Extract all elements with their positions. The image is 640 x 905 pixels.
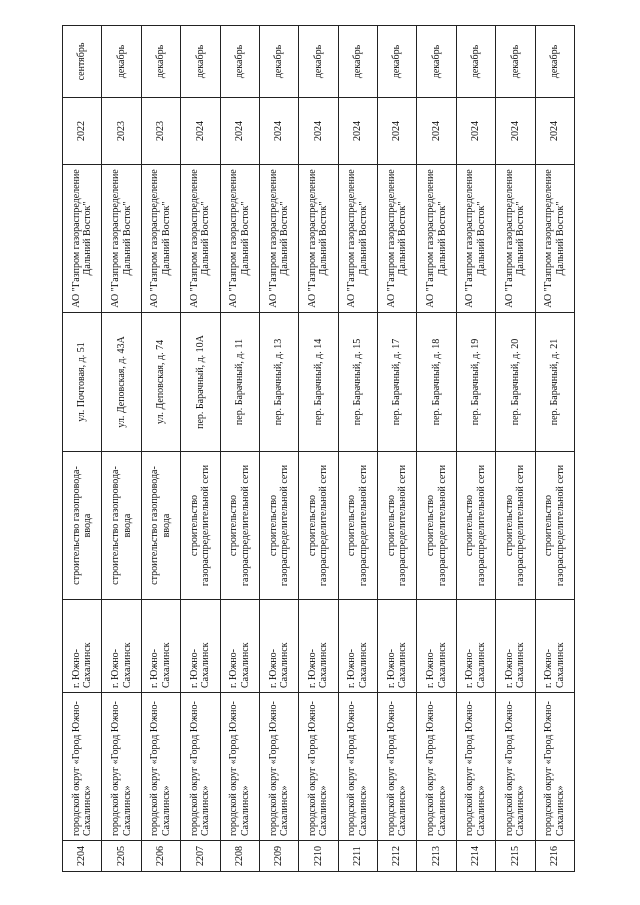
- organization-cell: АО "Газпром газораспределение Дальний Восток": [338, 165, 377, 313]
- address-cell: ул. Деповская, д. 43А: [102, 313, 141, 452]
- year-cell: 2024: [181, 98, 220, 165]
- work-type-cell: строительство газораспределительной сети: [299, 452, 338, 600]
- work-type-cell: строительство газораспределительной сети: [181, 452, 220, 600]
- settlement-cell: г. Южно-Сахалинск: [102, 600, 141, 693]
- settlement-cell: г. Южно-Сахалинск: [417, 600, 456, 693]
- table-row: [417, 26, 456, 872]
- settlement-cell: г. Южно-Сахалинск: [220, 600, 259, 693]
- address-cell: пер. Барачный, д. 20: [496, 313, 535, 452]
- year-cell: 2024: [259, 98, 298, 165]
- row-number: 2212: [378, 841, 417, 872]
- organization-cell: АО "Газпром газораспределение Дальний Восток": [496, 165, 535, 313]
- municipality-cell: городской округ «Город Южно-Сахалинск»: [496, 693, 535, 841]
- work-type-cell: строительство газораспределительной сети: [496, 452, 535, 600]
- table-row: [299, 26, 338, 872]
- settlement-cell: г. Южно-Сахалинск: [181, 600, 220, 693]
- month-cell: декабрь: [181, 26, 220, 98]
- settlement-cell: г. Южно-Сахалинск: [299, 600, 338, 693]
- row-number: 2206: [141, 841, 180, 872]
- municipality-cell: городской округ «Город Южно-Сахалинск»: [299, 693, 338, 841]
- work-type-cell: строительство газораспределительной сети: [417, 452, 456, 600]
- table-row: [496, 26, 535, 872]
- table-row: [220, 26, 259, 872]
- table-row: [259, 26, 298, 872]
- address-cell: пер. Барачный, д. 17: [378, 313, 417, 452]
- row-number: 2208: [220, 841, 259, 872]
- organization-cell: АО "Газпром газораспределение Дальний Восток": [102, 165, 141, 313]
- organization-cell: АО "Газпром газораспределение Дальний Восток": [378, 165, 417, 313]
- settlement-cell: г. Южно-Сахалинск: [338, 600, 377, 693]
- work-type-cell: строительство газораспределительной сети: [338, 452, 377, 600]
- municipality-cell: городской округ «Город Южно-Сахалинск»: [338, 693, 377, 841]
- table-row: [181, 26, 220, 872]
- year-cell: 2023: [102, 98, 141, 165]
- table-row: [102, 26, 141, 872]
- address-cell: пер. Барачный, д. 15: [338, 313, 377, 452]
- year-cell: 2024: [496, 98, 535, 165]
- settlement-cell: г. Южно-Сахалинск: [63, 600, 102, 693]
- settlement-cell: г. Южно-Сахалинск: [259, 600, 298, 693]
- year-cell: 2022: [63, 98, 102, 165]
- organization-cell: АО "Газпром газораспределение Дальний Восток": [456, 165, 495, 313]
- row-number: 2209: [259, 841, 298, 872]
- municipality-cell: городской округ «Город Южно-Сахалинск»: [102, 693, 141, 841]
- row-number: 2205: [102, 841, 141, 872]
- month-cell: декабрь: [535, 26, 575, 98]
- address-cell: пер. Барачный, д. 11: [220, 313, 259, 452]
- municipality-cell: городской округ «Город Южно-Сахалинск»: [259, 693, 298, 841]
- month-cell: декабрь: [299, 26, 338, 98]
- month-cell: декабрь: [102, 26, 141, 98]
- row-number: 2213: [417, 841, 456, 872]
- row-number: 2214: [456, 841, 495, 872]
- month-cell: декабрь: [456, 26, 495, 98]
- table-row: [63, 26, 102, 872]
- address-cell: пер. Барачный, д. 18: [417, 313, 456, 452]
- organization-cell: АО "Газпром газораспределение Дальний Восток": [181, 165, 220, 313]
- month-cell: декабрь: [496, 26, 535, 98]
- work-type-cell: строительство газораспределительной сети: [456, 452, 495, 600]
- row-number: 2204: [63, 841, 102, 872]
- year-cell: 2024: [338, 98, 377, 165]
- organization-cell: АО "Газпром газораспределение Дальний Восток": [417, 165, 456, 313]
- settlement-cell: г. Южно-Сахалинск: [378, 600, 417, 693]
- row-number: 2211: [338, 841, 377, 872]
- month-cell: декабрь: [338, 26, 377, 98]
- address-cell: пер. Барачный, д. 10А: [181, 313, 220, 452]
- month-cell: декабрь: [259, 26, 298, 98]
- year-cell: 2024: [535, 98, 575, 165]
- organization-cell: АО "Газпром газораспределение Дальний Восток": [259, 165, 298, 313]
- year-cell: 2024: [378, 98, 417, 165]
- work-type-cell: строительство газораспределительной сети: [220, 452, 259, 600]
- month-cell: декабрь: [220, 26, 259, 98]
- municipality-cell: городской округ «Город Южно-Сахалинск»: [141, 693, 180, 841]
- month-cell: декабрь: [417, 26, 456, 98]
- settlement-cell: г. Южно-Сахалинск: [535, 600, 575, 693]
- month-cell: декабрь: [378, 26, 417, 98]
- organization-cell: АО "Газпром газораспределение Дальний Восток": [141, 165, 180, 313]
- address-cell: пер. Барачный, д. 19: [456, 313, 495, 452]
- organization-cell: АО "Газпром газораспределение Дальний Восток": [63, 165, 102, 313]
- work-type-cell: строительство газопровода-ввода: [63, 452, 102, 600]
- table-row: [141, 26, 180, 872]
- year-cell: 2023: [141, 98, 180, 165]
- settlement-cell: г. Южно-Сахалинск: [456, 600, 495, 693]
- month-cell: декабрь: [141, 26, 180, 98]
- municipality-cell: городской округ «Город Южно-Сахалинск»: [63, 693, 102, 841]
- row-number: 2207: [181, 841, 220, 872]
- table-row: [535, 26, 575, 872]
- year-cell: 2024: [299, 98, 338, 165]
- settlement-cell: г. Южно-Сахалинск: [141, 600, 180, 693]
- municipality-cell: городской округ «Город Южно-Сахалинск»: [378, 693, 417, 841]
- municipality-cell: городской округ «Город Южно-Сахалинск»: [417, 693, 456, 841]
- municipality-cell: городской округ «Город Южно-Сахалинск»: [535, 693, 575, 841]
- municipality-cell: городской округ «Город Южно-Сахалинск»: [220, 693, 259, 841]
- table-row: [378, 26, 417, 872]
- year-cell: 2024: [417, 98, 456, 165]
- address-cell: пер. Барачный, д. 14: [299, 313, 338, 452]
- row-number: 2210: [299, 841, 338, 872]
- municipality-cell: городской округ «Город Южно-Сахалинск»: [181, 693, 220, 841]
- table-row: [338, 26, 377, 872]
- work-type-cell: строительство газораспределительной сети: [378, 452, 417, 600]
- table-body: [63, 26, 575, 872]
- organization-cell: АО "Газпром газораспределение Дальний Восток": [299, 165, 338, 313]
- organization-cell: АО "Газпром газораспределение Дальний Восток": [535, 165, 575, 313]
- address-cell: ул. Деповская, д. 74: [141, 313, 180, 452]
- table-row: [456, 26, 495, 872]
- year-cell: 2024: [456, 98, 495, 165]
- work-type-cell: строительство газораспределительной сети: [535, 452, 575, 600]
- month-cell: сентябрь: [63, 26, 102, 98]
- year-cell: 2024: [220, 98, 259, 165]
- row-number: 2216: [535, 841, 575, 872]
- municipality-cell: городской округ «Город Южно-Сахалинск»: [456, 693, 495, 841]
- address-cell: пер. Барачный, д. 13: [259, 313, 298, 452]
- address-cell: ул. Почтовая, д. 51: [63, 313, 102, 452]
- address-cell: пер. Барачный, д. 21: [535, 313, 575, 452]
- work-type-cell: строительство газопровода-ввода: [102, 452, 141, 600]
- work-type-cell: строительство газопровода-ввода: [141, 452, 180, 600]
- row-number: 2215: [496, 841, 535, 872]
- gasification-table: [62, 25, 575, 872]
- settlement-cell: г. Южно-Сахалинск: [496, 600, 535, 693]
- work-type-cell: строительство газораспределительной сети: [259, 452, 298, 600]
- rotated-table-wrapper: [62, 42, 575, 872]
- organization-cell: АО "Газпром газораспределение Дальний Восток": [220, 165, 259, 313]
